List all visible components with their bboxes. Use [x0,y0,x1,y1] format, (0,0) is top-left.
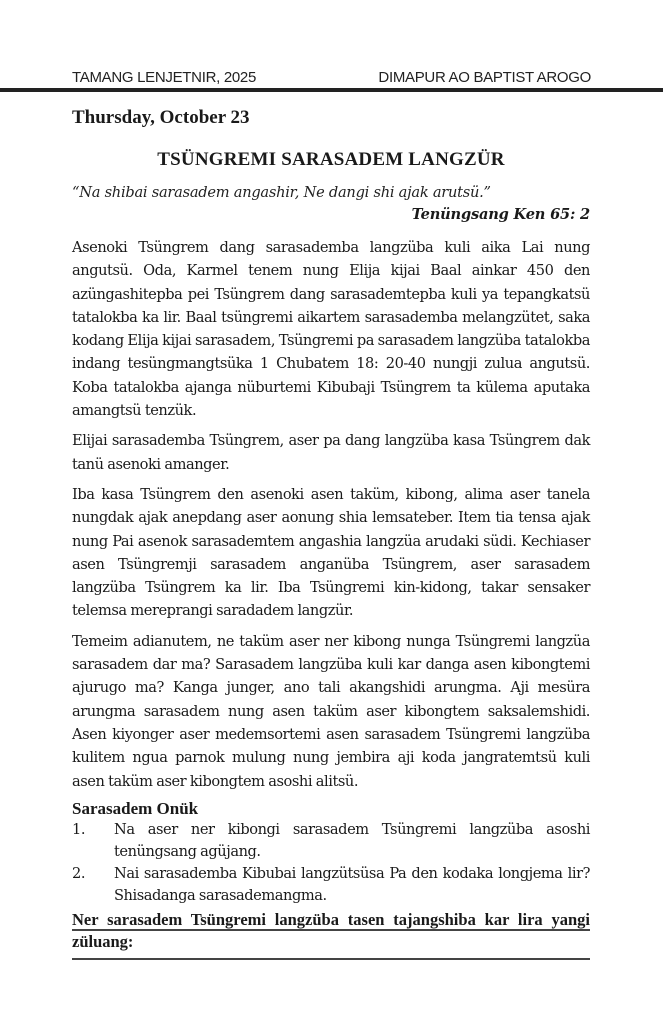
question-list [72,819,590,907]
scripture-reference: Tenüngsang Ken 65: 2 [411,206,590,223]
body-paragraph: Elijai sarasademba Tsüngrem, aser pa dang langzüba kasa Tsüngrem dak tanü asenoki amanger. [72,432,590,473]
devotion-date: Thursday, October 23 [72,107,250,128]
question-number: 2. [72,864,86,882]
devotional-page [72,104,590,953]
running-head [72,64,591,86]
questions-heading: Sarasadem Onük [72,798,199,818]
header-rule [0,88,663,92]
body-paragraph: Temeim adianutem, ne taküm aser ner kibong nunga Tsüngremi langzüa sarasadem dar ma? Sarasadem langzüba kuli kar danga asen kibongtemi ajurugo ma? Kanga junger, ano tali akangshidi arungma. Aji mesüra arungma sarasadem nung asen taküm aser kibongtem saksalemshidi. Asen kiyonger aser medemsortemi asen sarasadem Tsüngremi langzüba kulitem ngua parnok mulung nung jembira aji koda jangratemtsü kuli asen taküm aser kibongtem asoshi alitsü. [72,632,590,790]
devotion-title: TSÜNGREMI SARASADEM LANGZÜR [157,149,505,170]
response-prompt: Ner sarasadem Tsüngremi langzüba tasen tajangshiba kar lira yangi züluang: [72,909,590,951]
response-line [72,929,590,931]
question-item [72,863,590,907]
question-text: Nai sarasademba Kibubai langzütsüsa Pa den kodaka longjema lir? Shisadanga sarasademangma. [114,864,590,904]
response-line [72,958,590,960]
body-paragraph: Iba kasa Tsüngrem den asenoki asen taküm, kibong, alima aser tanela nungdak ajak anepdang aser aonung shia lemsateber. Item tia tensa ajak nung Pai asenok sarasademtem angashia langzüa arudaki südi. Kechiaser asen Tsüngremji sarasadem anganüba Tsüngrem, aser sarasadem langzüba Tsüngrem ka lir. Iba Tsüngremi kin-kidong, takar sensaker telemsa mereprangi saradadem langzür. [72,485,590,620]
scripture-quote: “Na shibai sarasadem angashir, Ne dangi shi ajak arutsü.” [72,184,491,201]
question-text: Na aser ner kibongi sarasadem Tsüngremi langzüba asoshi tenüngsang agüjang. [114,820,590,860]
running-head-left: TAMANG LENJETNIR, 2025 [72,69,257,86]
question-item [72,819,590,863]
body-paragraph: Asenoki Tsüngrem dang sarasademba langzüba kuli aika Lai nung angutsü. Oda, Karmel tenem nung Elija kijai Baal ainkar 450 den azüngashitepba pei Tsüngrem dang sarasademtepba kuli ya tepangkatsü tatalokba ka lir. Baal tsüngremi aikartem sarasademba melangzütet, saka kodang Elija kijai sarasadem, Tsüngremi pa sarasadem langzüba tatalokba indang tesüngmangtsüka 1 Chubatem 18: 20-40 nungji zulua angutsü. Koba tatalokba ajanga nüburtemi Kibubaji Tsüngrem ta külema aputaka amangtsü tenzük. [72,239,590,420]
running-head-right: DIMAPUR AO BAPTIST AROGO [378,69,591,86]
question-number: 1. [72,820,86,838]
